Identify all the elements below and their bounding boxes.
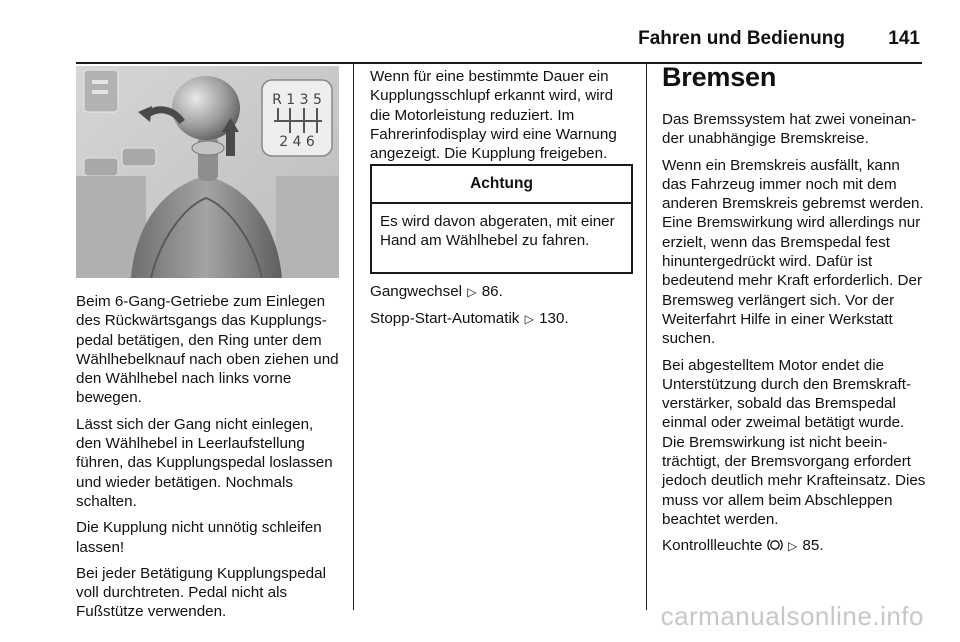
chapter-title: Fahren und Bedienung	[638, 28, 845, 49]
ref-arrow-icon: ▷	[467, 285, 477, 299]
gear-pattern-bottom: 2 4 6	[279, 134, 315, 150]
gear-shift-drawing	[76, 66, 339, 278]
column-divider	[646, 64, 647, 610]
gear-shift-illustration	[76, 66, 339, 278]
paragraph: Die Kupplung nicht unnötig schleifen lassen!	[76, 519, 322, 556]
cross-references	[370, 282, 636, 337]
column-divider	[353, 64, 354, 610]
cross-reference[interactable]	[370, 309, 636, 329]
column-3	[662, 110, 926, 564]
ref-arrow-icon: ▷	[524, 312, 534, 327]
warning-text: Es wird davon abgeraten, mit einer Hand am Wählhebel zu fahren.	[380, 213, 615, 250]
reference-page: 85.	[802, 537, 824, 555]
paragraph: Wenn ein Bremskreis ausfällt, kann das Fahrzeug immer noch mit dem anderen Bremskreis gebremst werden. Eine Bremswirkung wird allerdings nur erzielt, wenn das Bremspedal fest hinuntergedrückt wird. Dafür ist bedeutend mehr Kraft erforderlich. Der Bremsweg verlängert sich. Vor der Weiterfahrt Hilfe in einer Werkstatt suchen.	[662, 156, 924, 348]
paragraph: Lässt sich der Gang nicht einlegen, den Wählhebel in Leerlaufstellung führen, das Kupplungspedal loslassen und wieder betätigen. Nochmals schalten.	[76, 415, 333, 510]
reference-label: Gangwechsel	[370, 283, 463, 300]
paragraph: Das Bremssystem hat zwei voneinander unabhängige Bremskreise.	[662, 111, 917, 148]
page-header	[76, 18, 922, 64]
column-1	[76, 292, 342, 629]
reference-label: Kontrollleuchte	[662, 537, 763, 555]
cross-reference[interactable]	[370, 282, 636, 302]
warning-heading: Achtung	[372, 166, 631, 204]
reference-label: Stopp-Start-Automatik	[370, 310, 520, 328]
gear-pattern-top: R 1 3 5	[272, 92, 322, 108]
reference-page: 130.	[539, 310, 569, 328]
ref-arrow-icon: ▷	[787, 539, 798, 554]
paragraph: Bei abgestelltem Motor endet die Unterstützung durch den Bremskraftverstärker, sobald das Bremspedal einmal oder zweimal betätigt wurde. Die Bremswirkung ist nicht beeinträchtigt, der Bremsvorgang erfordert jedoch deutlich mehr Krafteinsatz. Dies muss vor allem beim Abschleppen beachtet werden.	[662, 356, 926, 528]
warning-box	[370, 164, 633, 274]
column-2	[370, 67, 636, 170]
reference-page: 86.	[481, 283, 503, 300]
paragraph: Beim 6-Gang-Getriebe zum Einlegen des Rückwärtsgangs das Kupplungspedal betätigen, den Ring unter dem Wählhebelknauf nach oben ziehen und den Wählhebel nach links vorne bewegen.	[76, 293, 339, 407]
section-title: Bremsen	[662, 62, 777, 92]
paragraph: Bei jeder Betätigung Kupplungspedal voll durchtreten. Pedal nicht als Fußstütze verwenden.	[76, 564, 326, 621]
page-number: 141	[888, 28, 920, 49]
paragraph: Wenn für eine bestimmte Dauer ein Kupplungsschlupf erkannt wird, wird die Motorleistung reduziert. Im Fahrerinfodisplay wird eine Warnung angezeigt. Die Kupplung freigeben.	[370, 68, 617, 163]
cross-reference[interactable]	[662, 536, 926, 556]
brake-warning-lamp-icon	[767, 538, 783, 552]
watermark: carmanualsonline.info	[660, 601, 924, 631]
